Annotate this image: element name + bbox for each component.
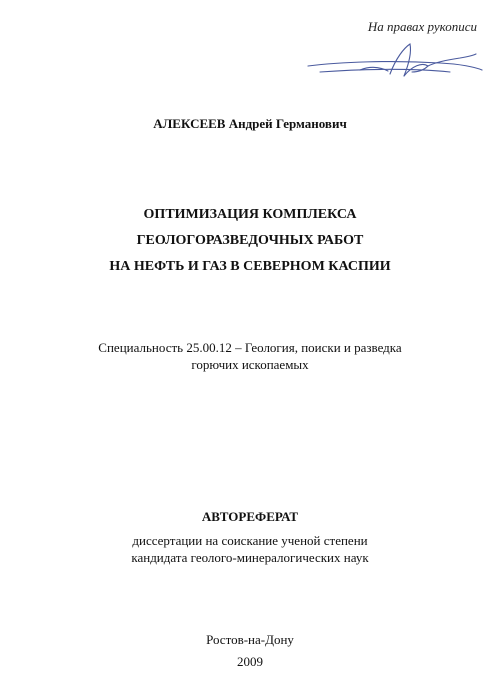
abstract-description	[0, 532, 500, 566]
signature-icon	[300, 36, 485, 86]
year: 2009	[237, 654, 263, 669]
abstract-line: диссертации на соискание ученой степени	[132, 533, 368, 548]
abstract-heading: АВТОРЕФЕРАТ	[201, 509, 299, 524]
title-line: НА НЕФТЬ И ГАЗ В СЕВЕРНОМ КАСПИИ	[109, 259, 391, 274]
title-line: ОПТИМИЗАЦИЯ КОМПЛЕКСА	[143, 207, 357, 222]
specialty-line: горючих ископаемых	[191, 357, 309, 372]
city: Ростов-на-Дону	[206, 632, 294, 647]
dissertation-title	[0, 202, 500, 280]
author-name: АЛЕКСЕЕВ Андрей Германович	[153, 116, 347, 131]
abstract-line: кандидата геолого-минералогических наук	[131, 550, 369, 565]
specialty-text	[0, 339, 500, 373]
title-line: ГЕОЛОГОРАЗВЕДОЧНЫХ РАБОТ	[136, 233, 364, 248]
specialty-line: Специальность 25.00.12 – Геология, поиски и разведка	[98, 340, 402, 355]
rights-notice: На правах рукописи	[367, 19, 477, 34]
